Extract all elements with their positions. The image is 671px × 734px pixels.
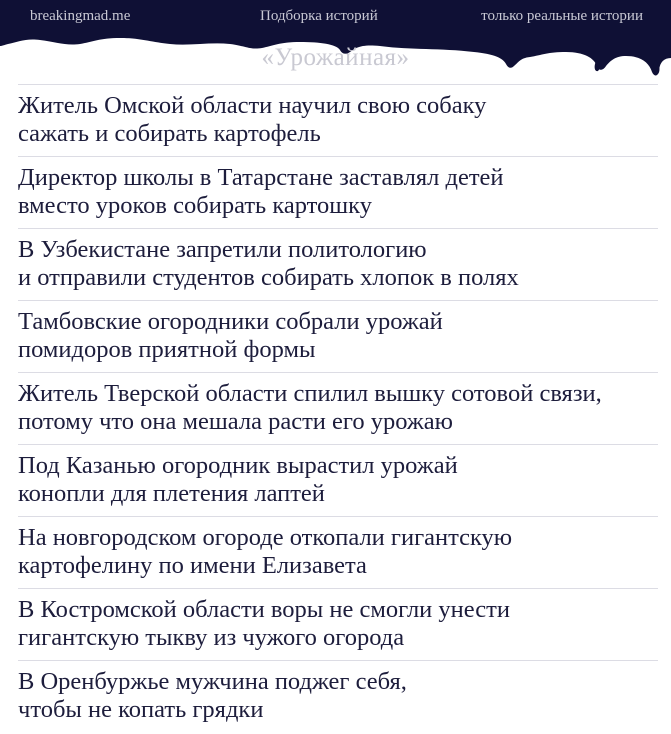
story-item[interactable] bbox=[18, 300, 658, 372]
story-item[interactable] bbox=[18, 516, 658, 588]
story-line: сажать и собирать картофель bbox=[18, 120, 321, 147]
story-line: Житель Тверской области спилил вышку сотовой связи, bbox=[18, 380, 602, 407]
story-item[interactable] bbox=[18, 660, 658, 732]
story-line: В Костромской области воры не смогли унести bbox=[18, 596, 510, 623]
story-line: вместо уроков собирать картошку bbox=[18, 192, 372, 219]
site-name[interactable]: breakingmad.me bbox=[30, 8, 131, 24]
story-line: Под Казанью огородник вырастил урожай bbox=[18, 452, 458, 479]
story-item[interactable] bbox=[18, 156, 658, 228]
story-line: Тамбовские огородники собрали урожай bbox=[18, 308, 443, 335]
story-line: помидоров приятной формы bbox=[18, 336, 316, 363]
story-item[interactable] bbox=[18, 372, 658, 444]
story-line: гигантскую тыкву из чужого огорода bbox=[18, 624, 405, 651]
story-item[interactable] bbox=[18, 588, 658, 660]
story-item[interactable] bbox=[18, 84, 658, 156]
story-line: Житель Омской области научил свою собаку bbox=[18, 92, 487, 119]
story-line: чтобы не копать грядки bbox=[18, 696, 264, 723]
story-line: потому что она мешала расти его урожаю bbox=[18, 408, 453, 435]
story-item[interactable] bbox=[18, 444, 658, 516]
tagline: только реальные истории bbox=[481, 8, 643, 24]
section-title: Подборка историй bbox=[260, 8, 378, 24]
story-line: картофелину по имени Елизавета bbox=[18, 552, 367, 579]
story-list bbox=[18, 84, 658, 732]
story-line: В Оренбуржье мужчина поджег себя, bbox=[18, 668, 407, 695]
story-line: В Узбекистане запретили политологию bbox=[18, 236, 427, 263]
story-item[interactable] bbox=[18, 228, 658, 300]
story-line: и отправили студентов собирать хлопок в полях bbox=[18, 264, 519, 291]
story-line: Директор школы в Татарстане заставлял детей bbox=[18, 164, 504, 191]
story-line: конопли для плетения лаптей bbox=[18, 480, 325, 507]
story-line: На новгородском огороде откопали гигантскую bbox=[18, 524, 513, 551]
collection-title: «Урожайная» bbox=[261, 44, 410, 71]
